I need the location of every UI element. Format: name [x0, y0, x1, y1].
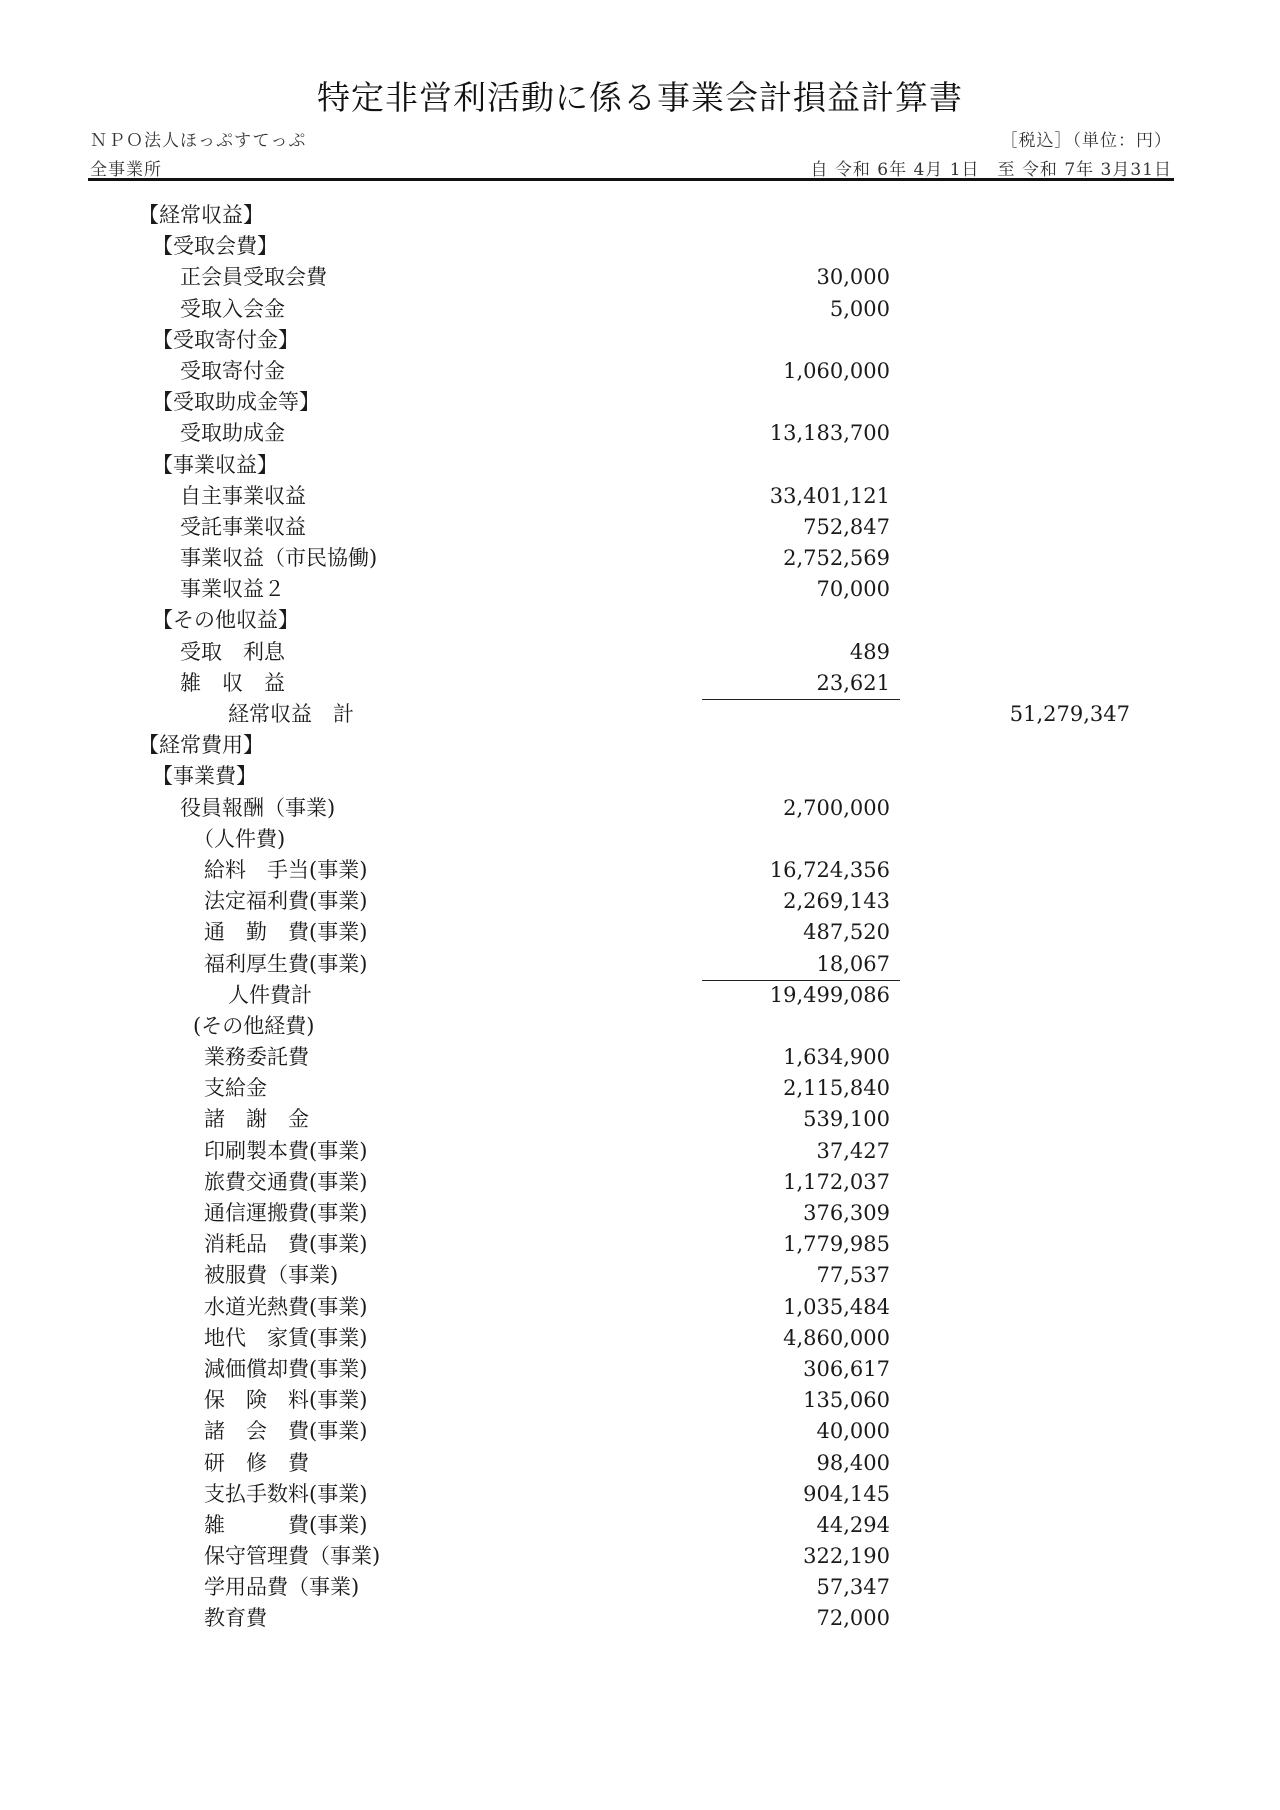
row-label: 支給金	[204, 1076, 267, 1101]
table-row	[0, 824, 1280, 855]
row-amount: 904,145	[803, 1481, 890, 1506]
table-row	[0, 1416, 1280, 1447]
row-amount: 18,067	[702, 949, 900, 981]
table-row	[0, 917, 1280, 948]
table-row	[0, 605, 1280, 636]
table-row	[0, 1479, 1280, 1510]
row-label: 【事業収益】	[152, 452, 278, 477]
row-amount: 1,060,000	[783, 358, 890, 383]
row-label: 研 修 費	[204, 1450, 309, 1475]
scope-label: 全事業所	[90, 160, 162, 180]
row-amount: 23,621	[702, 668, 900, 700]
table-row	[0, 1260, 1280, 1291]
row-amount: 70,000	[816, 577, 890, 602]
row-amount: 16,724,356	[769, 857, 890, 882]
row-label: 受取 利息	[180, 639, 285, 664]
table-row	[0, 761, 1280, 792]
row-amount: 2,752,569	[783, 546, 890, 571]
row-label: 保 険 料(事業)	[204, 1388, 368, 1413]
row-amount: 2,115,840	[783, 1076, 890, 1101]
row-amount: 752,847	[803, 514, 890, 539]
table-row	[0, 1104, 1280, 1135]
row-label: 業務委託費	[204, 1045, 309, 1070]
row-label: 【その他収益】	[152, 608, 299, 633]
row-amount: 4,860,000	[783, 1325, 890, 1350]
table-row	[0, 886, 1280, 917]
table-row	[0, 512, 1280, 543]
row-total: 51,279,347	[1009, 702, 1130, 726]
row-label: 自主事業収益	[180, 483, 306, 508]
row-label: 支払手数料(事業)	[204, 1481, 368, 1506]
row-label: 諸 謝 金	[204, 1107, 309, 1132]
table-row	[0, 1541, 1280, 1572]
row-amount: 77,537	[816, 1263, 890, 1288]
row-amount: 2,700,000	[783, 795, 890, 820]
row-label: 印刷製本費(事業)	[204, 1138, 368, 1163]
row-label: 【受取助成金等】	[152, 390, 320, 415]
row-amount: 40,000	[816, 1419, 890, 1444]
table-row	[0, 294, 1280, 325]
row-amount: 1,779,985	[783, 1232, 890, 1257]
row-amount: 57,347	[816, 1575, 890, 1600]
row-label: 【経常費用】	[138, 733, 264, 758]
row-label: 受取助成金	[180, 421, 285, 446]
table-row	[0, 325, 1280, 356]
row-label: 受取寄付金	[180, 358, 285, 383]
table-row	[0, 418, 1280, 449]
table-row	[0, 1042, 1280, 1073]
row-label: 諸 会 費(事業)	[204, 1419, 368, 1444]
table-row	[0, 1167, 1280, 1198]
row-label: 旅費交通費(事業)	[204, 1169, 368, 1194]
row-label: 【事業費】	[152, 764, 257, 789]
row-label: 給料 手当(事業)	[204, 857, 368, 882]
row-label: 保守管理費（事業)	[204, 1544, 381, 1569]
tax-unit-note: ［税込］（単位：円）	[1000, 131, 1172, 151]
row-amount: 44,294	[816, 1512, 890, 1537]
row-amount: 1,634,900	[783, 1045, 890, 1070]
table-row	[0, 1385, 1280, 1416]
table-row	[0, 231, 1280, 262]
row-label: 事業収益２	[180, 577, 285, 602]
table-row	[0, 1323, 1280, 1354]
table-row	[0, 699, 1280, 730]
row-label: 学用品費（事業)	[204, 1575, 360, 1600]
row-label: 人件費計	[228, 982, 312, 1007]
table-row	[0, 574, 1280, 605]
table-row	[0, 450, 1280, 481]
row-amount: 2,269,143	[783, 889, 890, 914]
row-amount: 306,617	[803, 1356, 890, 1381]
table-row	[0, 980, 1280, 1011]
row-label: 【受取会費】	[152, 234, 278, 259]
page-title: 特定非営利活動に係る事業会計損益計算書	[317, 78, 963, 117]
row-label: 経常収益 計	[228, 702, 354, 726]
table-row	[0, 1510, 1280, 1541]
row-amount: 487,520	[803, 920, 890, 945]
row-amount: 376,309	[803, 1201, 890, 1225]
row-label: 雑 費(事業)	[204, 1512, 368, 1537]
table-row	[0, 356, 1280, 387]
header-rule	[88, 178, 1174, 181]
table-row	[0, 730, 1280, 761]
row-label: 事業収益（市民協働)	[180, 546, 378, 571]
row-label: 受取入会金	[180, 296, 285, 321]
table-row	[0, 1229, 1280, 1260]
table-row	[0, 668, 1280, 699]
row-label: (その他経費)	[193, 1013, 315, 1038]
table-row	[0, 1136, 1280, 1167]
table-row	[0, 1011, 1280, 1042]
row-label: 正会員受取会費	[180, 265, 327, 290]
row-amount: 135,060	[803, 1388, 890, 1413]
table-row	[0, 1292, 1280, 1323]
row-amount: 5,000	[829, 296, 890, 321]
table-row	[0, 793, 1280, 824]
row-label: 通 勤 費(事業)	[204, 920, 368, 945]
table-row	[0, 1572, 1280, 1603]
row-amount: 33,401,121	[769, 483, 890, 508]
table-row	[0, 855, 1280, 886]
table-row	[0, 481, 1280, 512]
statement-table	[0, 200, 1280, 1635]
table-row	[0, 1448, 1280, 1479]
row-label: 教育費	[204, 1606, 267, 1631]
row-amount: 19,499,086	[769, 982, 890, 1007]
row-amount: 72,000	[816, 1606, 890, 1631]
table-row	[0, 262, 1280, 293]
row-amount: 1,172,037	[783, 1169, 890, 1194]
row-label: 通信運搬費(事業)	[204, 1201, 368, 1225]
row-label: 地代 家賃(事業)	[204, 1325, 368, 1350]
row-amount: 489	[849, 639, 890, 664]
table-row	[0, 637, 1280, 668]
row-amount: 322,190	[803, 1544, 890, 1569]
row-label: 【受取寄付金】	[152, 327, 299, 352]
row-label: 福利厚生費(事業)	[204, 951, 368, 976]
row-amount: 1,035,484	[783, 1294, 890, 1319]
row-label: （人件費)	[193, 826, 286, 851]
row-label: 雑 収 益	[180, 670, 285, 695]
row-label: 消耗品 費(事業)	[204, 1232, 368, 1257]
row-label: 法定福利費(事業)	[204, 889, 368, 914]
row-label: 被服費（事業)	[204, 1263, 339, 1288]
table-row	[0, 543, 1280, 574]
row-amount: 13,183,700	[769, 421, 890, 446]
row-label: 水道光熱費(事業)	[204, 1294, 368, 1319]
table-row	[0, 1073, 1280, 1104]
row-amount: 30,000	[816, 265, 890, 290]
table-row	[0, 200, 1280, 231]
row-amount: 37,427	[816, 1138, 890, 1163]
fiscal-period: 自 令和 6年 4月 1日 至 令和 7年 3月31日	[810, 160, 1172, 180]
row-label: 受託事業収益	[180, 514, 306, 539]
row-label: 役員報酬（事業)	[180, 795, 336, 820]
row-amount: 98,400	[816, 1450, 890, 1475]
table-row	[0, 387, 1280, 418]
table-row	[0, 1603, 1280, 1634]
table-row	[0, 1198, 1280, 1229]
row-label: 【経常収益】	[138, 203, 264, 227]
organization-name: ＮＰＯ法人ほっぷすてっぷ	[90, 131, 307, 151]
row-amount: 539,100	[803, 1107, 890, 1132]
table-row	[0, 1354, 1280, 1385]
table-row	[0, 949, 1280, 980]
row-label: 減価償却費(事業)	[204, 1356, 368, 1381]
